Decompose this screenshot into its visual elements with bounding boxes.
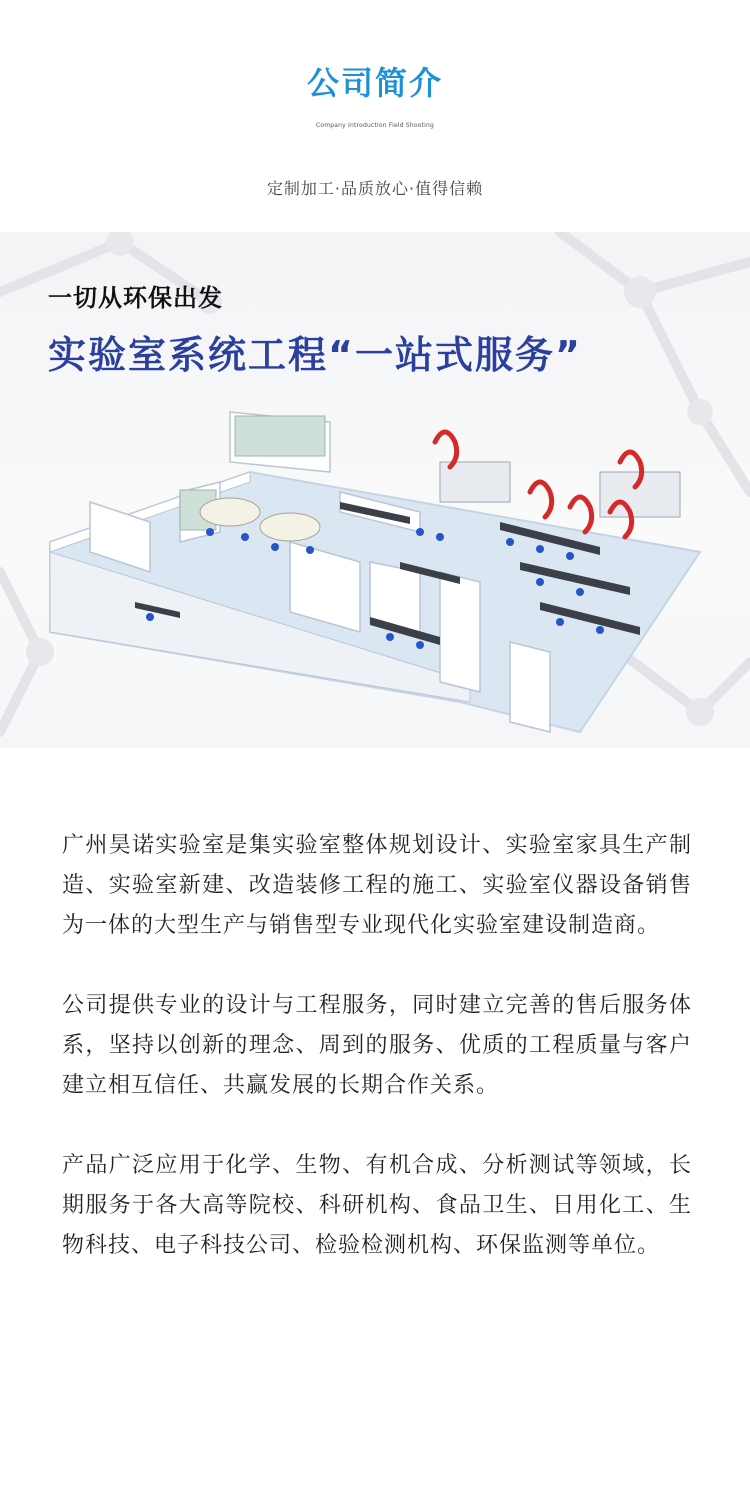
- tagline: 定制加工·品质放心·值得信赖: [266, 179, 484, 198]
- intro-paragraph-2: 公司提供专业的设计与工程服务，同时建立完善的售后服务体系，坚持以创新的理念、周到的服务、优质的工程质量与客户建立相互信任、共赢发展的长期合作关系。: [62, 993, 692, 1098]
- intro-paragraph-3: 产品广泛应用于化学、生物、有机合成、分析测试等领域，长期服务于各大高等院校、科研机构、食品卫生、日用化工、生物科技、电子科技公司、检验检测机构、环保监测等单位。: [62, 1153, 692, 1258]
- intro-text: [62, 826, 692, 1306]
- intro-paragraph-1: 广州昊诺实验室是集实验室整体规划设计、实验室家具生产制造、实验室新建、改造装修工程的施工、实验室仪器设备销售为一体的大型生产与销售型专业现代化实验室建设制造商。: [62, 833, 692, 938]
- banner-headline: 实验室系统工程“一站式服务”: [48, 333, 582, 377]
- lab-floorplan-illustration-icon: [40, 402, 720, 742]
- hero-banner: [0, 232, 750, 748]
- page-title: 公司简介: [306, 64, 443, 102]
- page-subtitle-english: Company Introduction Field Shooting: [315, 122, 435, 129]
- banner-kicker: 一切从环保出发: [48, 284, 223, 312]
